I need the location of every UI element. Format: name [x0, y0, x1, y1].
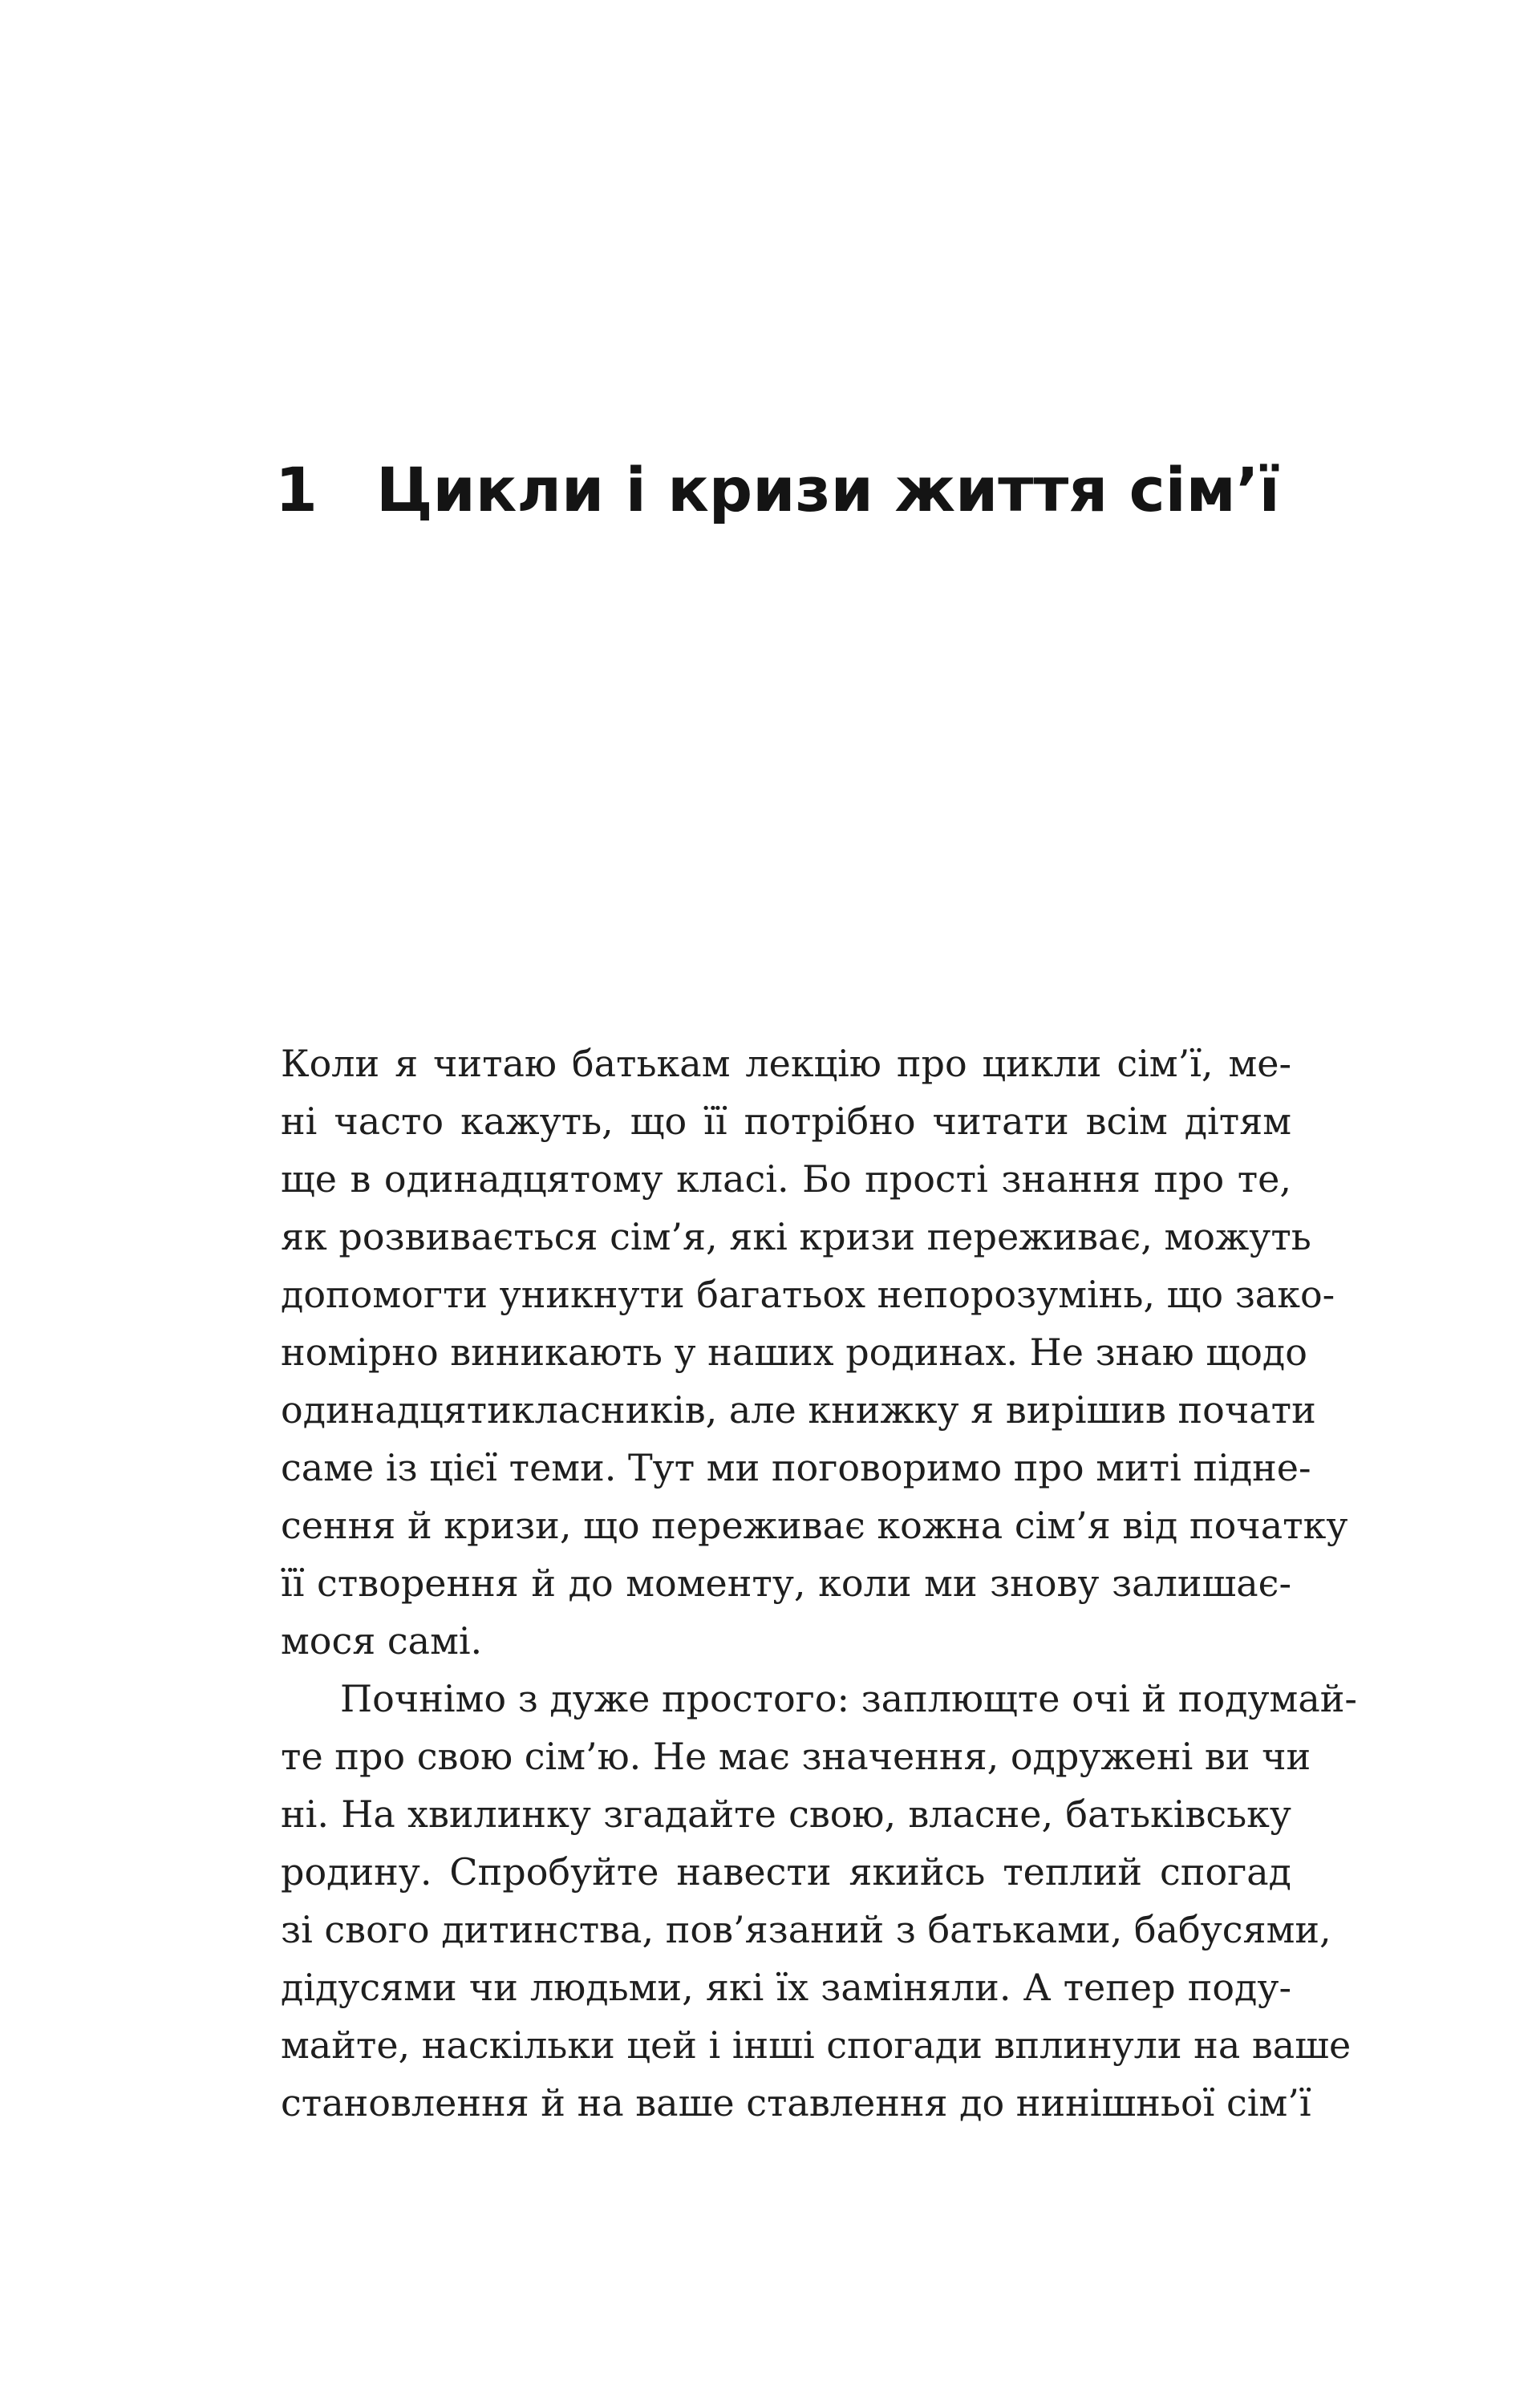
paragraph-1 — [281, 1035, 1348, 1670]
text-line: ні часто кажуть, що її потрібно читати всім дітям — [281, 1100, 1291, 1143]
chapter-title: Цикли і кризи життя сім’ї — [376, 454, 1280, 525]
text-line: Коли я читаю батькам лекцію про цикли сім’ї, ме- — [281, 1042, 1291, 1085]
text-line: сення й кризи, що переживає кожна сім’я від початку — [281, 1504, 1348, 1547]
text-line: як розвивається сім’я, які кризи переживає, можуть — [281, 1215, 1311, 1258]
text-line: те про свою сім’ю. Не має значення, одружені ви чи — [281, 1735, 1311, 1778]
text-line: майте, наскільки цей і інші спогади вплинули на ваше — [281, 2023, 1352, 2067]
text-line: мося самі. — [281, 1619, 483, 1663]
chapter-heading — [275, 446, 1318, 534]
text-line: Почнімо з дуже простого: заплющте очі й подумай- — [340, 1677, 1357, 1720]
body-text — [281, 1035, 1357, 2132]
text-line: її створення й до моменту, коли ми знову залишає- — [281, 1562, 1291, 1605]
text-line: зі свого дитинства, пов’язаний з батьками, бабусями, — [281, 1908, 1331, 1951]
text-line: ні. На хвилинку згадайте свою, власне, батьківську — [281, 1792, 1291, 1836]
text-line: одинадцятикласників, але книжку я вирішив почати — [281, 1388, 1316, 1432]
text-line: родину. Спробуйте навести якийсь теплий спогад — [281, 1850, 1291, 1894]
text-line: дідусями чи людьми, які їх заміняли. А тепер поду- — [281, 1966, 1291, 2009]
text-line: ще в одинадцятому класі. Бо прості знання про те, — [281, 1157, 1291, 1201]
paragraph-2 — [281, 1670, 1357, 2132]
text-line: допомогти уникнути багатьох непорозумінь, що зако- — [281, 1273, 1335, 1316]
text-line: становлення й на ваше ставлення до нинішньої сім’ї — [281, 2081, 1311, 2125]
text-line: саме із цієї теми. Тут ми поговоримо про миті підне- — [281, 1446, 1311, 1489]
chapter-number: 1 — [275, 454, 318, 525]
text-line: номірно виникають у наших родинах. Не знаю щодо — [281, 1331, 1307, 1374]
